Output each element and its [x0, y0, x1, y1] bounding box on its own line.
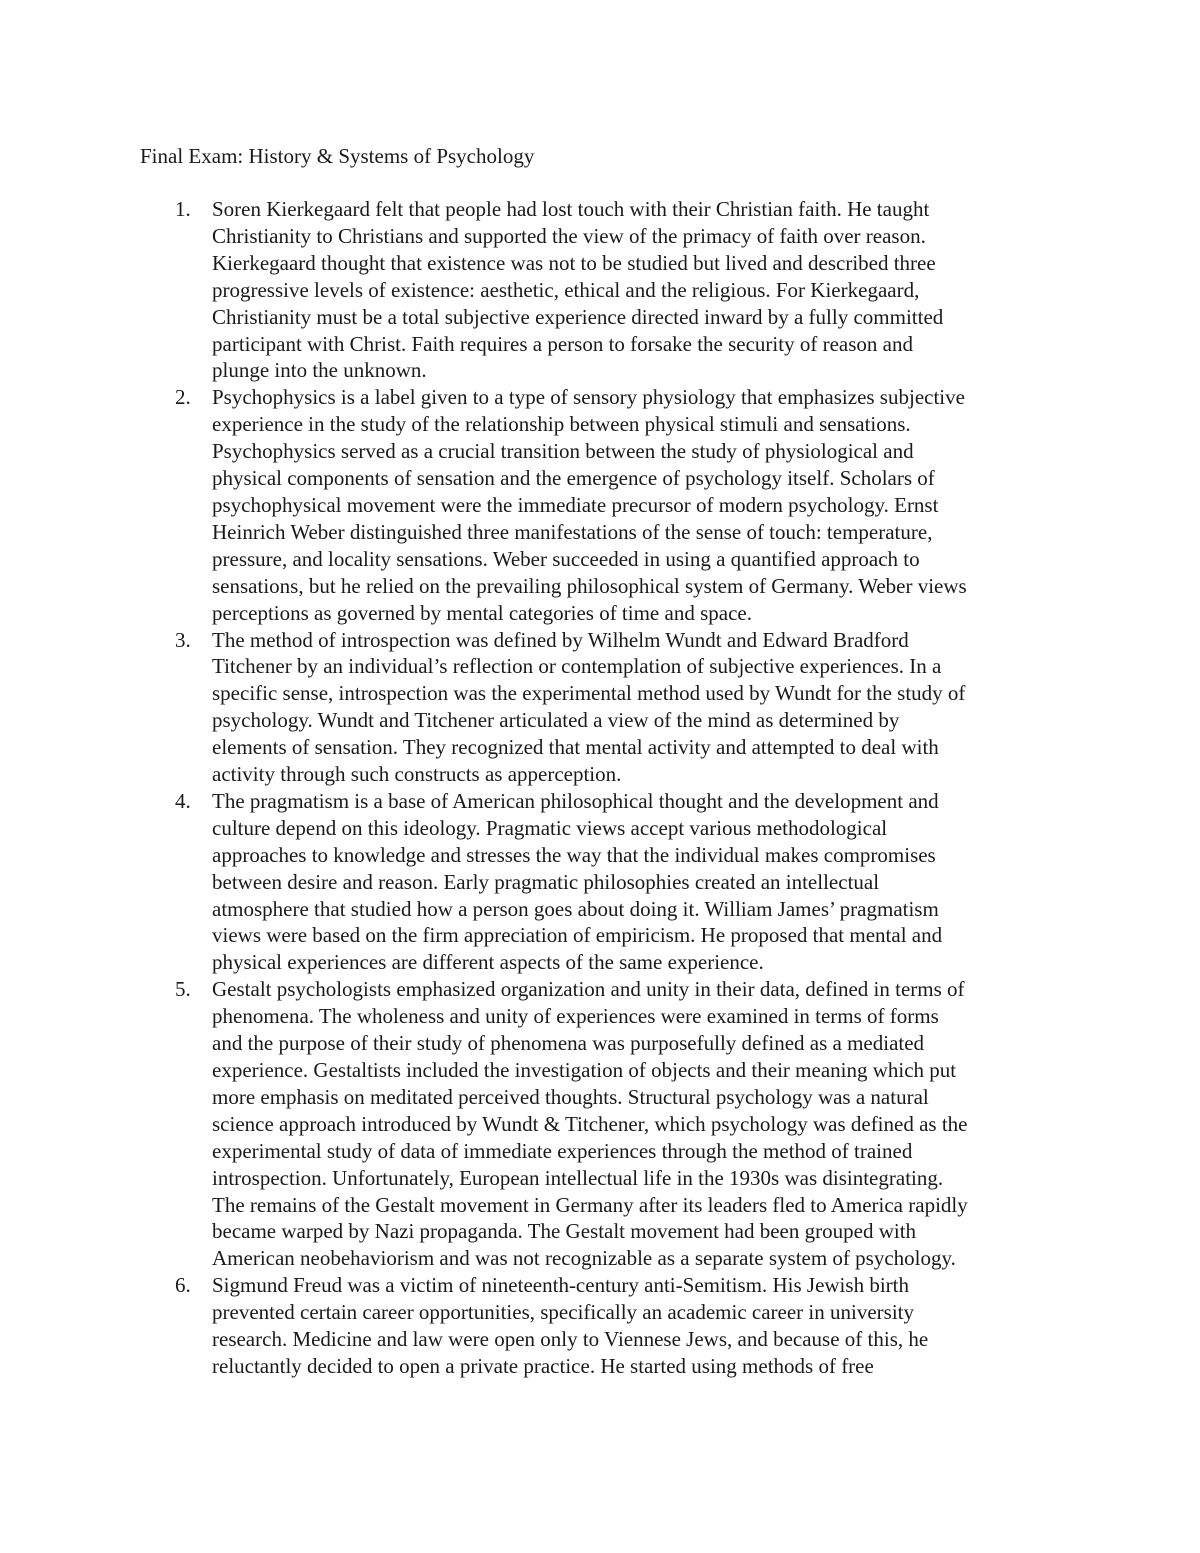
answer-text-line: approaches to knowledge and stresses the way that the individual makes compromises	[212, 842, 936, 867]
answer-text-line: The method of introspection was defined by Wilhelm Wundt and Edward Bradford	[212, 627, 909, 652]
answer-text-line: research. Medicine and law were open only to Viennese Jews, and because of this, he	[212, 1327, 929, 1352]
answer-number: 6.	[175, 1273, 191, 1298]
answer-text-line: Titchener by an individual’s reflection or contemplation of subjective experiences. In a	[212, 654, 942, 679]
answer-text-line: perceptions as governed by mental categories of time and space.	[212, 600, 752, 625]
answer-text-line: experience. Gestaltists included the investigation of objects and their meaning which put	[212, 1058, 957, 1082]
answer-text-line: science approach introduced by Wundt & Titchener, which psychology was defined as the	[212, 1111, 968, 1136]
answer-text-line: Christianity to Christians and supported the view of the primacy of faith over reason.	[212, 223, 926, 248]
answer-text-line: Gestalt psychologists emphasized organization and unity in their data, defined in terms of	[212, 977, 965, 1002]
answer-text-line: psychology. Wundt and Titchener articulated a view of the mind as determined by	[212, 708, 900, 733]
answer-text-line: American neobehaviorism and was not recognizable as a separate system of psychology.	[212, 1246, 956, 1271]
answer-text-line: prevented certain career opportunities, specifically an academic career in university	[212, 1300, 914, 1325]
answer-item	[175, 384, 1067, 626]
answer-text-line: The pragmatism is a base of American philosophical thought and the development and	[212, 788, 939, 813]
answer-text-line: Psychophysics served as a crucial transition between the study of physiological and	[212, 439, 914, 464]
answer-text-line: culture depend on this ideology. Pragmatic views accept various methodological	[212, 815, 888, 840]
answer-text-line: plunge into the unknown.	[212, 358, 427, 383]
document-title: Final Exam: History & Systems of Psychology	[140, 144, 535, 168]
answer-text-line: pressure, and locality sensations. Weber succeeded in using a quantified approach to	[212, 546, 920, 571]
answer-text-line: progressive levels of existence: aesthetic, ethical and the religious. For Kierkegaard,	[212, 277, 920, 302]
answer-text-line: introspection. Unfortunately, European intellectual life in the 1930s was disintegrating.	[212, 1165, 944, 1190]
answer-text-line: experimental study of data of immediate experiences through the method of trained	[212, 1138, 913, 1163]
answer-number: 5.	[175, 977, 191, 1002]
answer-item	[175, 196, 1067, 384]
answer-text-line: physical components of sensation and the emergence of psychology itself. Scholars of	[212, 466, 935, 491]
answer-item	[175, 788, 1067, 976]
answer-number: 3.	[175, 627, 191, 652]
answer-item	[175, 976, 1067, 1272]
answer-text-line: Soren Kierkegaard felt that people had lost touch with their Christian faith. He taught	[212, 197, 930, 221]
answer-number: 4.	[175, 788, 191, 813]
answer-text-line: and the purpose of their study of phenomena was purposefully defined as a mediated	[212, 1031, 925, 1056]
answer-text-line: sensations, but he relied on the prevailing philosophical system of Germany. Weber views	[212, 573, 967, 598]
answer-text-line: between desire and reason. Early pragmatic philosophies created an intellectual	[212, 869, 880, 894]
answer-list	[175, 196, 1067, 1380]
answer-item	[175, 1272, 1067, 1380]
answer-text-line: Christianity must be a total subjective experience directed inward by a fully committed	[212, 304, 944, 329]
answer-text-line: elements of sensation. They recognized that mental activity and attempted to deal with	[212, 735, 939, 760]
answer-text-line: Sigmund Freud was a victim of nineteenth-century anti-Semitism. His Jewish birth	[212, 1273, 909, 1298]
answer-text-line: reluctantly decided to open a private practice. He started using methods of free	[212, 1353, 874, 1378]
answer-text-line: became warped by Nazi propaganda. The Gestalt movement had been grouped with	[212, 1219, 917, 1244]
answer-text-line: specific sense, introspection was the experimental method used by Wundt for the study of	[212, 681, 966, 706]
answer-item	[175, 627, 1067, 788]
answer-text-line: Psychophysics is a label given to a type of sensory physiology that emphasizes subjective	[212, 385, 965, 410]
answer-text-line: more emphasis on meditated perceived thoughts. Structural psychology was a natural	[212, 1084, 929, 1109]
answer-number: 2.	[175, 385, 191, 410]
answer-text-line: experience in the study of the relationship between physical stimuli and sensations.	[212, 412, 911, 437]
answer-text-line: activity through such constructs as apperception.	[212, 762, 622, 787]
answer-text-line: phenomena. The wholeness and unity of experiences were examined in terms of forms	[212, 1004, 939, 1029]
answer-text-line: participant with Christ. Faith requires a person to forsake the security of reason and	[212, 331, 913, 356]
answer-number: 1.	[175, 197, 191, 221]
answer-text-line: Kierkegaard thought that existence was not to be studied but lived and described three	[212, 250, 936, 275]
answer-text-line: atmosphere that studied how a person goes about doing it. William James’ pragmatism	[212, 896, 939, 921]
answer-text-line: views were based on the firm appreciation of empiricism. He proposed that mental and	[212, 923, 943, 948]
answer-text-line: Heinrich Weber distinguished three manifestations of the sense of touch: temperature,	[212, 519, 933, 544]
answer-text-line: psychophysical movement were the immediate precursor of modern psychology. Ernst	[212, 492, 939, 517]
answer-text-line: The remains of the Gestalt movement in Germany after its leaders fled to America rapidly	[212, 1192, 968, 1217]
answer-text-line: physical experiences are different aspects of the same experience.	[212, 950, 764, 975]
